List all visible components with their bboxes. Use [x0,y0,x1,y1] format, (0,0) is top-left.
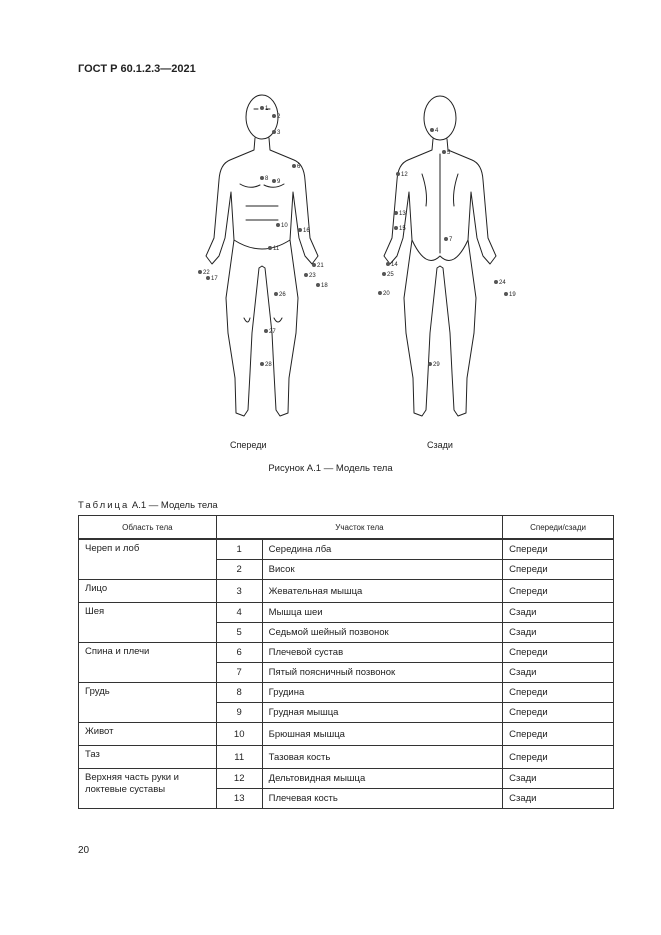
point-label-10: 10 [281,223,288,229]
region-cell: Таз [79,746,217,769]
point-label-24: 24 [499,280,506,286]
site-cell: Тазовая кость [262,746,502,769]
side-cell: Спереди [503,746,614,769]
point-label-25: 25 [387,272,394,278]
site-cell: Плечевая кость [262,789,502,809]
num-cell: 4 [216,603,262,623]
site-cell: Дельтовидная мышца [262,769,502,789]
header-region: Область тела [79,516,217,540]
point-label-22: 22 [203,270,210,276]
point-label-27: 27 [269,329,276,335]
point-marker-20 [378,291,382,295]
side-cell: Сзади [503,603,614,623]
table-body [79,539,614,809]
site-cell: Грудная мышца [262,703,502,723]
side-cell: Спереди [503,703,614,723]
table-row [79,769,614,789]
region-cell: Лицо [79,580,217,603]
region-cell: Живот [79,723,217,746]
point-marker-10 [276,223,280,227]
front-body-outline [206,95,318,416]
point-label-19: 19 [509,292,516,298]
body-model-figure [170,88,516,433]
num-cell: 12 [216,769,262,789]
point-marker-7 [444,237,448,241]
point-marker-19 [504,292,508,296]
point-label-1: 1 [265,106,269,112]
num-cell: 7 [216,663,262,683]
point-label-4: 4 [435,128,439,134]
region-cell: Грудь [79,683,217,723]
point-label-18: 18 [321,283,328,289]
figure-caption: Рисунок А.1 — Модель тела [268,463,393,474]
table-title-prefix: Таблица [78,500,130,511]
site-cell: Висок [262,560,502,580]
point-label-15: 15 [399,226,406,232]
point-label-28: 28 [265,362,272,368]
point-marker-21 [312,263,316,267]
num-cell: 5 [216,623,262,643]
point-marker-18 [316,283,320,287]
point-marker-28 [260,362,264,366]
point-marker-24 [494,280,498,284]
point-marker-15 [394,226,398,230]
point-label-3: 3 [277,130,281,136]
header-side: Спереди/сзади [503,516,614,540]
side-cell: Сзади [503,789,614,809]
region-cell: Шея [79,603,217,643]
back-body-outline [384,96,496,416]
site-cell: Мышца шеи [262,603,502,623]
point-marker-1 [260,106,264,110]
page-number: 20 [78,845,90,856]
table-row [79,603,614,623]
table-title-rest: А.1 — Модель тела [129,500,218,511]
side-cell: Спереди [503,683,614,703]
site-cell: Седьмой шейный позвонок [262,623,502,643]
point-label-9: 9 [277,179,281,185]
point-label-29: 29 [433,362,440,368]
side-cell: Спереди [503,723,614,746]
point-marker-25 [382,272,386,276]
point-marker-8 [260,176,264,180]
document-header: ГОСТ Р 60.1.2.3—2021 [78,63,196,75]
side-cell: Спереди [503,539,614,560]
point-marker-22 [198,270,202,274]
num-cell: 1 [216,539,262,560]
point-marker-5 [442,150,446,154]
point-label-20: 20 [383,291,390,297]
point-label-26: 26 [279,292,286,298]
table-row [79,643,614,663]
point-marker-11 [268,246,272,250]
table-row [79,723,614,746]
point-marker-27 [264,329,268,333]
region-cell: Спина и плечи [79,643,217,683]
point-label-16: 16 [303,228,310,234]
num-cell: 3 [216,580,262,603]
num-cell: 2 [216,560,262,580]
point-marker-3 [272,130,276,134]
body-model-drawing [170,88,516,433]
site-cell: Плечевой сустав [262,643,502,663]
table-row [79,683,614,703]
side-cell: Сзади [503,769,614,789]
point-label-21: 21 [317,263,324,269]
table-title [78,500,218,511]
point-marker-4 [430,128,434,132]
point-marker-17 [206,276,210,280]
point-label-5: 5 [447,150,451,156]
point-marker-16 [298,228,302,232]
site-cell: Брюшная мышца [262,723,502,746]
body-model-table [78,515,614,809]
point-marker-12 [396,172,400,176]
side-cell: Спереди [503,643,614,663]
side-cell: Сзади [503,623,614,643]
point-marker-9 [272,179,276,183]
point-marker-29 [428,362,432,366]
point-label-13: 13 [399,211,406,217]
point-marker-26 [274,292,278,296]
table-row [79,580,614,603]
point-label-14: 14 [391,262,398,268]
site-cell: Жевательная мышца [262,580,502,603]
point-label-7: 7 [449,237,453,243]
point-label-11: 11 [273,246,280,252]
num-cell: 10 [216,723,262,746]
region-cell: Череп и лоб [79,539,217,580]
num-cell: 13 [216,789,262,809]
side-cell: Спереди [503,560,614,580]
site-cell: Пятый поясничный позвонок [262,663,502,683]
point-marker-13 [394,211,398,215]
num-cell: 8 [216,683,262,703]
point-label-17: 17 [211,276,218,282]
site-cell: Середина лба [262,539,502,560]
side-cell: Сзади [503,663,614,683]
point-label-12: 12 [401,172,408,178]
point-label-23: 23 [309,273,316,279]
back-view-label: Сзади [427,440,453,450]
table-row [79,539,614,560]
side-cell: Спереди [503,580,614,603]
table-row [79,746,614,769]
front-view-label: Спереди [230,440,267,450]
header-site: Участок тела [216,516,502,540]
region-cell: Верхняя часть руки и локтевые суставы [79,769,217,809]
point-label-8: 8 [265,176,269,182]
point-marker-6 [292,164,296,168]
site-cell: Грудина [262,683,502,703]
num-cell: 11 [216,746,262,769]
point-marker-14 [386,262,390,266]
num-cell: 6 [216,643,262,663]
num-cell: 9 [216,703,262,723]
point-label-6: 6 [297,164,301,170]
point-label-2: 2 [277,114,281,120]
point-marker-2 [272,114,276,118]
point-marker-23 [304,273,308,277]
